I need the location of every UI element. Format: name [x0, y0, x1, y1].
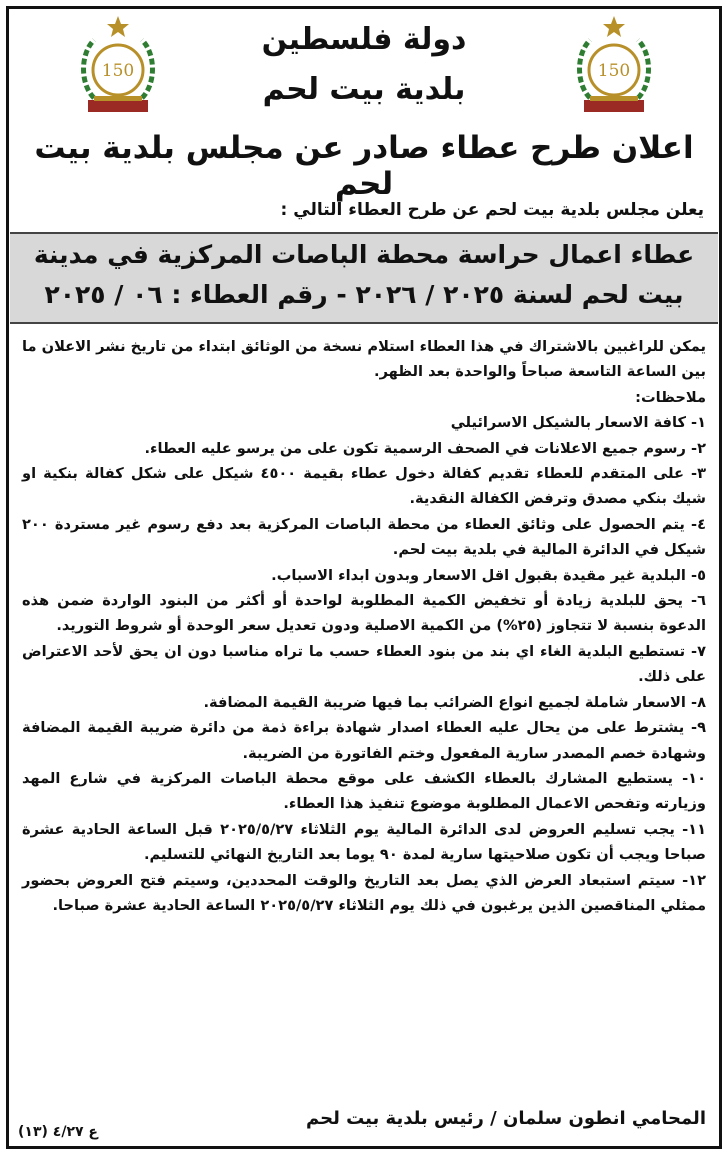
note-item: ١١- يجب تسليم العروض لدى الدائرة المالية يوم الثلاثاء ٢٠٢٥/٥/٢٧ قبل الساعة الحادية عشرة صباحا ويجب أن تكون صلاحيتها سارية لمدة ٩٠ يوما بعد التاريخ النهائي للتسليم. — [22, 820, 706, 864]
note-item: ٦- يحق للبلدية زيادة أو تخفيض الكمية المطلوبة لواحدة أو أكثر من البنود الواردة ضمن هذه الدعوة بنسبة لا تتجاوز (٢٥%) من الكمية الاصلية ودون تعديل سعر الوحدة أو شروط التوريد. — [22, 592, 706, 635]
note-item: ٤- يتم الحصول على وثائق العطاء من محطة الباصات المركزية بعد دفع رسوم غير مستردة ٢٠٠ شيكل في الدائرة المالية في بلدية بيت لحم. — [22, 515, 706, 559]
intro-line: يعلن مجلس بلدية بيت لحم عن طرح العطاء التالي : — [280, 200, 704, 220]
state-title: دولة فلسطين — [261, 22, 467, 57]
tender-title-line-1: عطاء اعمال حراسة محطة الباصات المركزية في مدينة — [33, 240, 695, 269]
note-item: ١- كافة الاسعار بالشيكل الاسرائيلي — [450, 414, 706, 432]
tender-title-box — [10, 232, 718, 324]
tender-body — [22, 334, 706, 918]
tender-title-line-2: بيت لحم لسنة ٢٠٢٥ / ٢٠٢٦ - رقم العطاء : ٠٦ / ٢٠٢٥ — [44, 280, 684, 309]
note-item: ٢- رسوم جميع الاعلانات في الصحف الرسمية تكون على من يرسو عليه العطاء. — [144, 439, 706, 457]
note-item: ٧- تستطيع البلدية الغاء اي بند من بنود العطاء حسب ما تراه مناسبا دون ان يحق لأحد الاعتراض على ذلك. — [22, 642, 706, 686]
note-item: ١٠- يستطيع المشارك بالعطاء الكشف على موقع محطة الباصات المركزية في شارع المهد وزيارته وتفحص الاعمال المطلوبة موضوع تنفيذ هذا العطاء. — [22, 769, 706, 813]
municipality-title: بلدية بيت لحم — [262, 72, 466, 107]
signature: المحامي انطون سلمان / رئيس بلدية بيت لحم — [306, 1108, 706, 1129]
note-item: ٣- على المتقدم للعطاء تقديم كفالة دخول عطاء بقيمة ٤٥٠٠ شيكل على شكل كفالة بنكية او شيك بنكي مصدق وترفض الكفالة النقدية. — [22, 465, 706, 508]
note-item: ٥- البلدية غير مقيدة بقبول اقل الاسعار وبدون ابداء الاسباب. — [271, 566, 706, 584]
note-item: ١٢- سيتم استبعاد العرض الذي يصل بعد التاريخ والوقت المحددين، وسيتم فتح العروض بحضور ممثلي المناقصين الذين يرغبون في ذلك يوم الثلاثاء ٢٠٢٥/٥/٢٧ الساعة الحادية عشرة صباحا. — [22, 871, 706, 914]
note-item: ٨- الاسعار شاملة لجميع انواع الضرائب بما فيها ضريبة القيمة المضافة. — [203, 693, 706, 711]
logo-label: 150 — [101, 61, 135, 81]
logo-label: 150 — [597, 61, 631, 81]
notes-heading: ملاحظات: — [635, 388, 706, 406]
announcement-title: اعلان طرح عطاء صادر عن مجلس بلدية بيت لحم — [34, 130, 694, 202]
intro-paragraph: يمكن للراغبين بالاشتراك في هذا العطاء استلام نسخة من الوثائق ابتداء من تاريخ نشر الاعلان ما بين الساعة التاسعة صباحاً والواحدة بعد الظهر. — [22, 338, 706, 381]
reference-number: ع ٤/٢٧ (١٣) — [18, 1124, 98, 1140]
note-item: ٩- يشترط على من يحال عليه العطاء اصدار شهادة براءة ذمة من دائرة ضريبة القيمة المضافة وشهادة خصم المصدر سارية المفعول وختم الفاتورة من الضريبة. — [22, 719, 706, 762]
